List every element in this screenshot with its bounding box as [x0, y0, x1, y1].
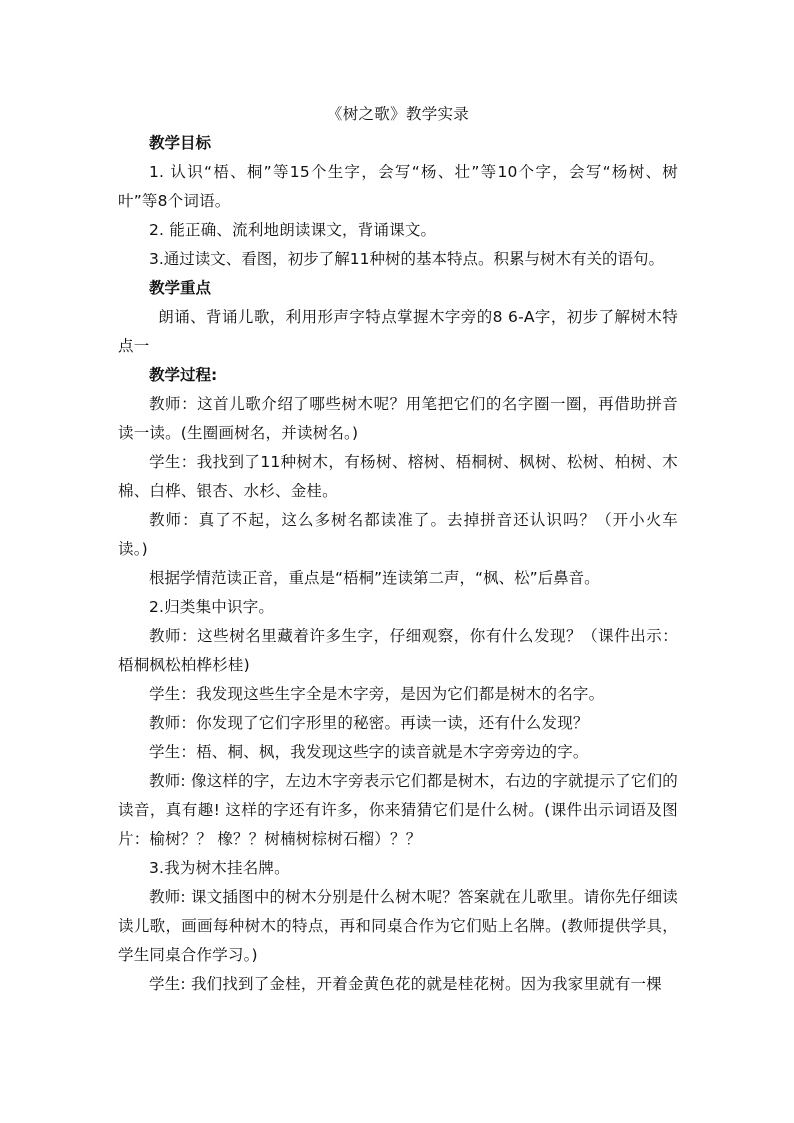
process-paragraph-3: 教师：真了不起，这么多树名都读准了。去掉拼音还认识吗？（开小火车读。)	[118, 511, 678, 558]
process-paragraph-4: 根据学情范读正音，重点是“梧桐”连读第二声，“枫、松”后鼻音。	[149, 569, 600, 587]
process-paragraph-9: 学生：梧、桐、枫，我发现这些字的读音就是木字旁旁边的字。	[149, 743, 589, 761]
process-paragraph-13: 学生: 我们找到了金桂，开着金黄色花的就是桂花树。因为我家里就有一棵	[149, 975, 662, 993]
goal-1: 1. 认识“梧、桐”等15个生字，会写“杨、壮”等10个字，会写“杨树、树叶”等8个词语。	[118, 163, 678, 210]
process-paragraph-10: 教师: 像这样的字，左边木字旁表示它们都是树木，右边的字就提示了它们的读音，真有趣! 这样的字还有许多，你来猜猜它们是什么树。(课件出示词语及图片：榆树？？ 橡？？树楠树棕树石榴）？？	[118, 772, 678, 848]
process-paragraph-7: 学生：我发现这些生字全是木字旁，是因为它们都是树木的名字。	[149, 685, 605, 703]
goals-heading: 教学目标	[149, 134, 212, 152]
process-paragraph-2: 学生：我找到了11种树木，有杨树、榕树、梧桐树、枫树、松树、柏树、木棉、白桦、银杏、水杉、金桂。	[118, 453, 678, 500]
goal-2: 2. 能正确、流利地朗读课文，背诵课文。	[149, 221, 437, 239]
key-points-text: 朗诵、背诵儿歌，利用形声字特点掌握木字旁的8 6-A字，初步了解树木特点一	[118, 308, 678, 355]
process-paragraph-1: 教师：这首儿歌介绍了哪些树木呢？用笔把它们的名字圈一圈，再借助拼音读一读。(生圈画树名，并读树名。)	[118, 395, 678, 442]
process-paragraph-8: 教师：你发现了它们字形里的秘密。再读一读，还有什么发现？	[149, 714, 589, 732]
document-page	[118, 100, 678, 999]
key-points-heading: 教学重点	[149, 279, 212, 297]
process-paragraph-5: 2.归类集中识字。	[149, 598, 275, 616]
process-heading: 教学过程:	[149, 366, 218, 384]
process-paragraph-12: 教师: 课文插图中的树木分别是什么树木呢？答案就在儿歌里。请你先仔细读读儿歌，画画每种树木的特点，再和同桌合作为它们贴上名牌。(教师提供学具，学生同桌合作学习。)	[118, 888, 678, 964]
process-paragraph-11: 3.我为树木挂名牌。	[149, 859, 290, 877]
document-title: 《树之歌》教学实录	[326, 105, 470, 123]
process-paragraph-6: 教师：这些树名里藏着许多生字，仔细观察，你有什么发现？（课件出示：梧桐枫松柏桦杉桂)	[118, 627, 678, 674]
goal-3: 3.通过读文、看图，初步了解11种树的基本特点。积累与树木有关的语句。	[149, 250, 665, 268]
